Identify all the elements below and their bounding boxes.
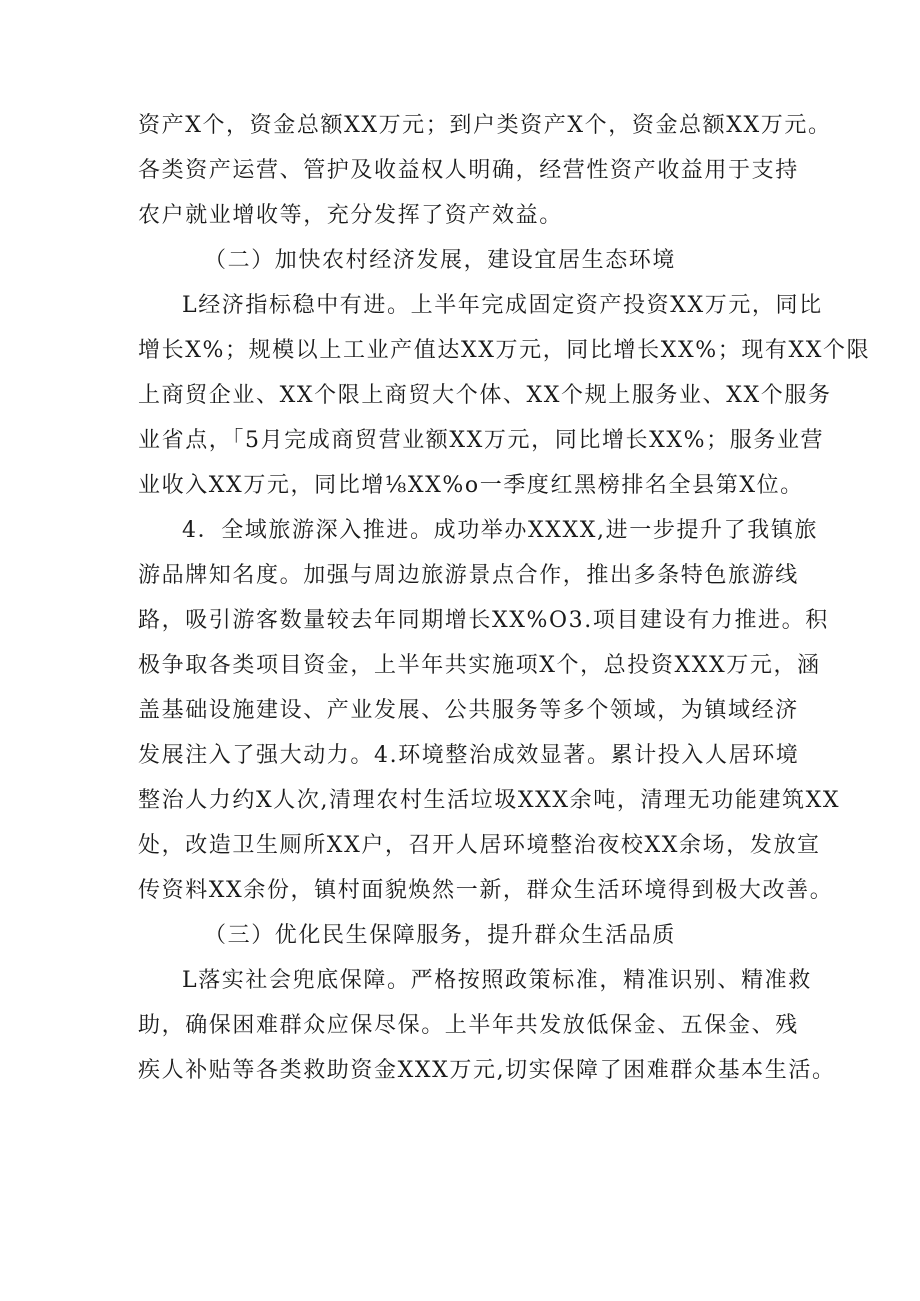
section-heading: （三）优化民生保障服务，提升群众生活品质 — [204, 923, 677, 948]
text-line: 疾人补贴等各类救助资金XXX万元,切实保障了困难群众基本生活。 — [138, 1058, 836, 1083]
text-line: 整治人力约X人次,清理农村生活垃圾XXX余吨，清理无功能建筑XX — [138, 788, 841, 813]
text-line: L经济指标稳中有进。上半年完成固定资产投资XX万元，同比 — [182, 293, 823, 318]
text-line: 盖基础设施建设、产业发展、公共服务等多个领域，为镇域经济 — [138, 698, 799, 723]
text-line: 游品牌知名度。加强与周边旅游景点合作，推出多条特色旅游线 — [138, 563, 799, 588]
section-heading: （二）加快农村经济发展，建设宜居生态环境 — [204, 248, 677, 273]
text-line: 农户就业增收等，充分发挥了资产效益。 — [138, 203, 563, 228]
text-line: 传资料XX余份，镇村面貌焕然一新，群众生活环境得到极大改善。 — [138, 878, 834, 903]
text-line: 业收入XX万元，同比增⅛XX%o一季度红黑榜排名全县第X位。 — [138, 473, 804, 498]
text-line: 业省点，「5月完成商贸营业额XX万元，同比增长XX%；服务业营 — [138, 428, 825, 453]
text-line: 资产X个，资金总额XX万元；到户类资产X个，资金总额XX万元。 — [138, 113, 832, 138]
text-line: 上商贸企业、XX个限上商贸大个体、XX个规上服务业、XX个服务 — [138, 383, 832, 408]
text-line: 各类资产运营、管护及收益权人明确，经营性资产收益用于支持 — [138, 158, 799, 183]
text-line: L落实社会兜底保障。严格按照政策标准，精准识别、精准救 — [182, 968, 812, 993]
text-line: 处，改造卫生厕所XX户，召开人居环境整治夜校XX余场，发放宣 — [138, 833, 821, 858]
text-line: 增长X%；规模以上工业产值达XX万元，同比增长XX%；现有XX个限 — [138, 338, 871, 363]
text-line: 助，确保困难群众应保尽保。上半年共发放低保金、五保金、残 — [138, 1013, 799, 1038]
text-line: 极争取各类项目资金，上半年共实施项X个，总投资XXX万元，涵 — [138, 653, 821, 678]
text-line: 路，吸引游客数量较去年同期增长XX%O3.项目建设有力推进。积 — [138, 608, 829, 633]
text-line: 4．全域旅游深入推进。成功举办XXXX,进一步提升了我镇旅 — [182, 518, 819, 543]
text-line: 发展注入了强大动力。4.环境整治成效显著。累计投入人居环境 — [138, 743, 800, 768]
